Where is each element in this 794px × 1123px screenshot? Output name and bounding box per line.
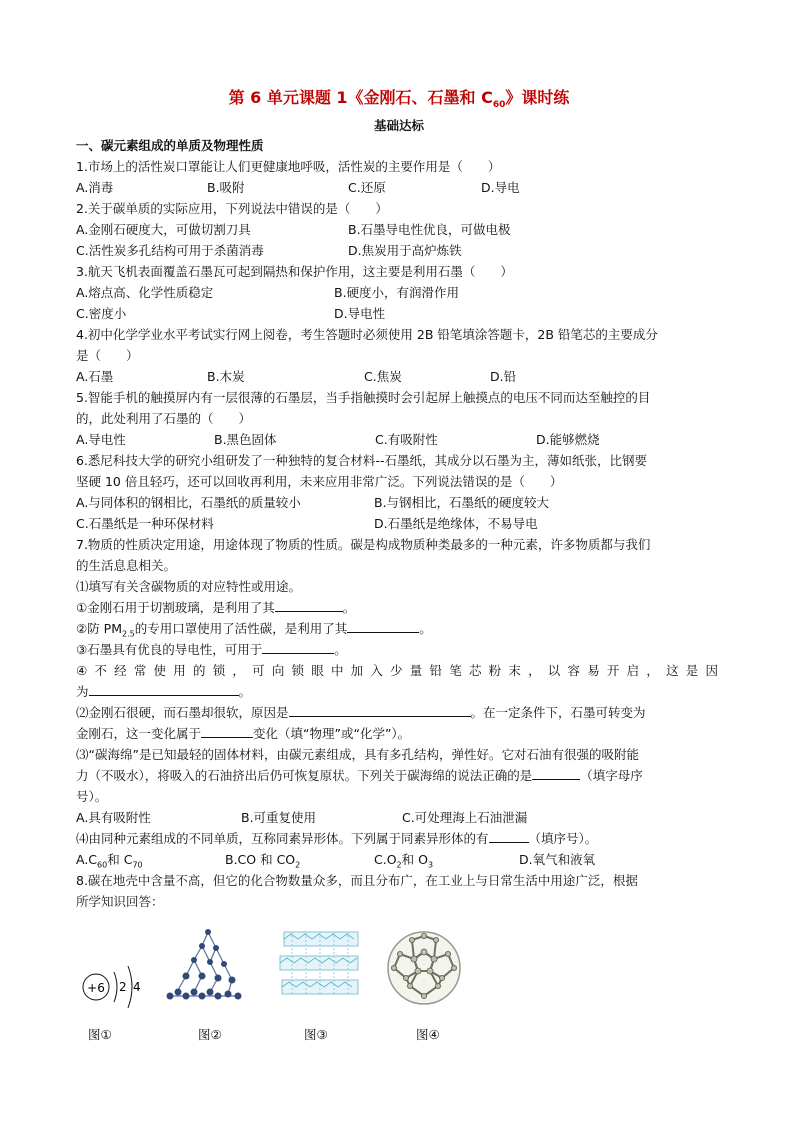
- question-8-stem-cont: 所学知识回答：: [76, 894, 164, 909]
- option-c: $C.O_2$和 $O_3$: [374, 852, 434, 870]
- q7-part1-intro: ⑴填写有关含碳物质的对应特性或用途。: [76, 579, 302, 594]
- option-c: C.密度小: [76, 306, 127, 321]
- atom-shell2-label: 4: [133, 980, 141, 994]
- question-4-stem: 4.初中化学学业水平考试实行网上阅卷，考生答题时必须使用 2B 铅笔填涂答题卡，2B 铅笔芯的主要成分: [76, 327, 658, 342]
- option-b: B.可重复使用: [241, 810, 317, 825]
- option-b: B.硬度小，有润滑作用: [334, 285, 460, 300]
- q7-part1-b: ②防 $PM_{2.5}$的专用口罩使用了活性碳，是利用了其 。: [76, 618, 722, 639]
- option-a: A.消毒: [76, 180, 114, 195]
- answer-blank[interactable]: [201, 723, 253, 738]
- option-a: A.石墨: [76, 369, 114, 384]
- option-d: D.石墨纸是绝缘体，不易导电: [374, 516, 538, 531]
- question-5-options: [76, 429, 722, 450]
- figure-2-label: 图②: [198, 1027, 222, 1042]
- option-d: D.导电性: [334, 306, 386, 321]
- q7-part4-options: [76, 849, 722, 870]
- c60-structure-figure: [382, 926, 466, 1010]
- option-a: A.具有吸附性: [76, 810, 151, 825]
- q7-part4: ⑷由同种元素组成的不同单质，互称同素异形体。下列属于同素异形体的有 （填序号）。: [76, 828, 722, 849]
- atom-nucleus-label: +6: [87, 981, 105, 995]
- question-5-stem: 5.智能手机的触摸屏内有一层很薄的石墨层，当手指触摸时会引起屏上触摸点的电压不同而达至触控的目: [76, 390, 651, 405]
- q7-part1-d-cont: 为 。: [76, 681, 722, 702]
- question-5-stem-cont: 的，此处利用了石墨的（ ）: [76, 411, 252, 426]
- option-c: C.还原: [348, 180, 386, 195]
- q7-part1-d: ④不经常使用的锁，可向锁眼中加入少量铅笔芯粉末，以容易开启，这是因: [76, 663, 722, 678]
- q7-part1-a: ①金刚石用于切割玻璃，是利用了其 。: [76, 597, 722, 618]
- option-b: B.CO 和 $CO_2$: [225, 852, 301, 870]
- question-6-options: [76, 492, 722, 513]
- option-c: C.有吸附性: [375, 432, 438, 447]
- option-b: B.黑色固体: [214, 432, 277, 447]
- q7-part3: ⑶“碳海绵”是已知最轻的固体材料，由碳元素组成，具有多孔结构，弹性好。它对石油有很强的吸附能: [76, 747, 639, 762]
- page-title: 第 6 单元课题 1《金刚石、石墨和 $C_{60}$》课时练: [228, 88, 570, 111]
- question-2-stem: 2.关于碳单质的实际应用，下列说法中错误的是（ ）: [76, 201, 388, 216]
- figure-1-label: 图①: [88, 1027, 112, 1042]
- answer-blank[interactable]: [347, 618, 419, 633]
- option-d: D.能够燃烧: [536, 432, 600, 447]
- q7-part2: ⑵金刚石很硬，而石墨却很软，原因是 。在一定条件下，石墨可转变为: [76, 702, 722, 723]
- option-b: B.与钢相比，石墨纸的硬度较大: [374, 495, 550, 510]
- question-1-options: [76, 177, 722, 198]
- answer-blank[interactable]: [275, 597, 343, 612]
- option-a: A.导电性: [76, 432, 126, 447]
- option-d: D.氧气和液氧: [519, 852, 596, 867]
- q7-part3-cont2: 号）。: [76, 789, 108, 804]
- option-a: A.熔点高、化学性质稳定: [76, 285, 214, 300]
- question-6-options-row2: [76, 513, 722, 534]
- option-a: A.金刚石硬度大，可做切割刀具: [76, 222, 251, 237]
- diamond-structure-figure: [158, 926, 250, 1008]
- figure-4-label: 图④: [416, 1027, 440, 1042]
- answer-blank[interactable]: [262, 639, 334, 654]
- question-8-stem: 8.碳在地壳中含量不高，但它的化合物数量众多，而且分布广，在工业上与日常生活中用途广泛，根据: [76, 873, 638, 888]
- question-2-options: [76, 219, 722, 240]
- q7-part1-c: ③石墨具有优良的导电性，可用于 。: [76, 639, 722, 660]
- option-d: D.铅: [490, 369, 517, 384]
- question-3-options-row2: [76, 303, 722, 324]
- question-2-options-row2: [76, 240, 722, 261]
- question-1-stem: 1.市场上的活性炭口罩能让人们更健康地呼吸，活性炭的主要作用是（ ）: [76, 159, 501, 174]
- atom-shell1-label: 2: [119, 980, 127, 994]
- question-4-stem-cont: 是（ ）: [76, 348, 139, 363]
- worksheet-page: [76, 86, 722, 1061]
- atom-structure-figure: [78, 952, 148, 1022]
- option-b: B.木炭: [207, 369, 245, 384]
- answer-blank[interactable]: [289, 702, 471, 717]
- option-c: C.活性炭多孔结构可用于杀菌消毒: [76, 243, 264, 258]
- question-3-stem: 3.航天飞机表面覆盖石墨瓦可起到隔热和保护作用，这主要是利用石墨（ ）: [76, 264, 513, 279]
- question-7-stem: 7.物质的性质决定用途，用途体现了物质的性质。碳是构成物质种类最多的一种元素，许多物质都与我们: [76, 537, 651, 552]
- option-a: A.与同体积的钢相比，石墨纸的质量较小: [76, 495, 301, 510]
- question-6-stem-cont: 坚硬 10 倍且轻巧，还可以回收再利用，未来应用非常广泛。下列说法错误的是（ ）: [76, 474, 563, 489]
- question-3-options: [76, 282, 722, 303]
- answer-blank[interactable]: [532, 765, 580, 780]
- subtitle: 基础达标: [373, 118, 424, 133]
- q7-part3-options: [76, 807, 722, 828]
- answer-blank[interactable]: [489, 828, 529, 843]
- option-c: C.可处理海上石油泄漏: [402, 810, 528, 825]
- figure-3-label: 图③: [304, 1027, 328, 1042]
- figures-row: [76, 926, 722, 1061]
- question-6-stem: 6.悉尼科技大学的研究小组研发了一种独特的复合材料--石墨纸，其成分以石墨为主，薄如纸张，比钢要: [76, 453, 647, 468]
- question-4-options: [76, 366, 722, 387]
- graphite-structure-figure: [276, 926, 366, 1008]
- question-7-stem-cont: 的生活息息相关。: [76, 558, 177, 573]
- section-heading: 一、碳元素组成的单质及物理性质: [76, 138, 264, 153]
- option-d: D.焦炭用于高炉炼铁: [348, 243, 462, 258]
- option-d: D.导电: [481, 180, 520, 195]
- option-a: $A.C_{60}$和 $C_{70}$: [76, 852, 143, 870]
- option-c: C.石墨纸是一种环保材料: [76, 516, 214, 531]
- q7-part3-cont: 力（不吸水），将吸入的石油挤出后仍可恢复原状。下列关于碳海绵的说法正确的是 （填字母序: [76, 765, 722, 786]
- option-b: B.吸附: [207, 180, 245, 195]
- q7-part2-cont: 金刚石，这一变化属于 变化（填“物理”或“化学”）。: [76, 723, 722, 744]
- option-b: B.石墨导电性优良，可做电极: [348, 222, 511, 237]
- option-c: C.焦炭: [364, 369, 402, 384]
- answer-blank[interactable]: [89, 681, 239, 696]
